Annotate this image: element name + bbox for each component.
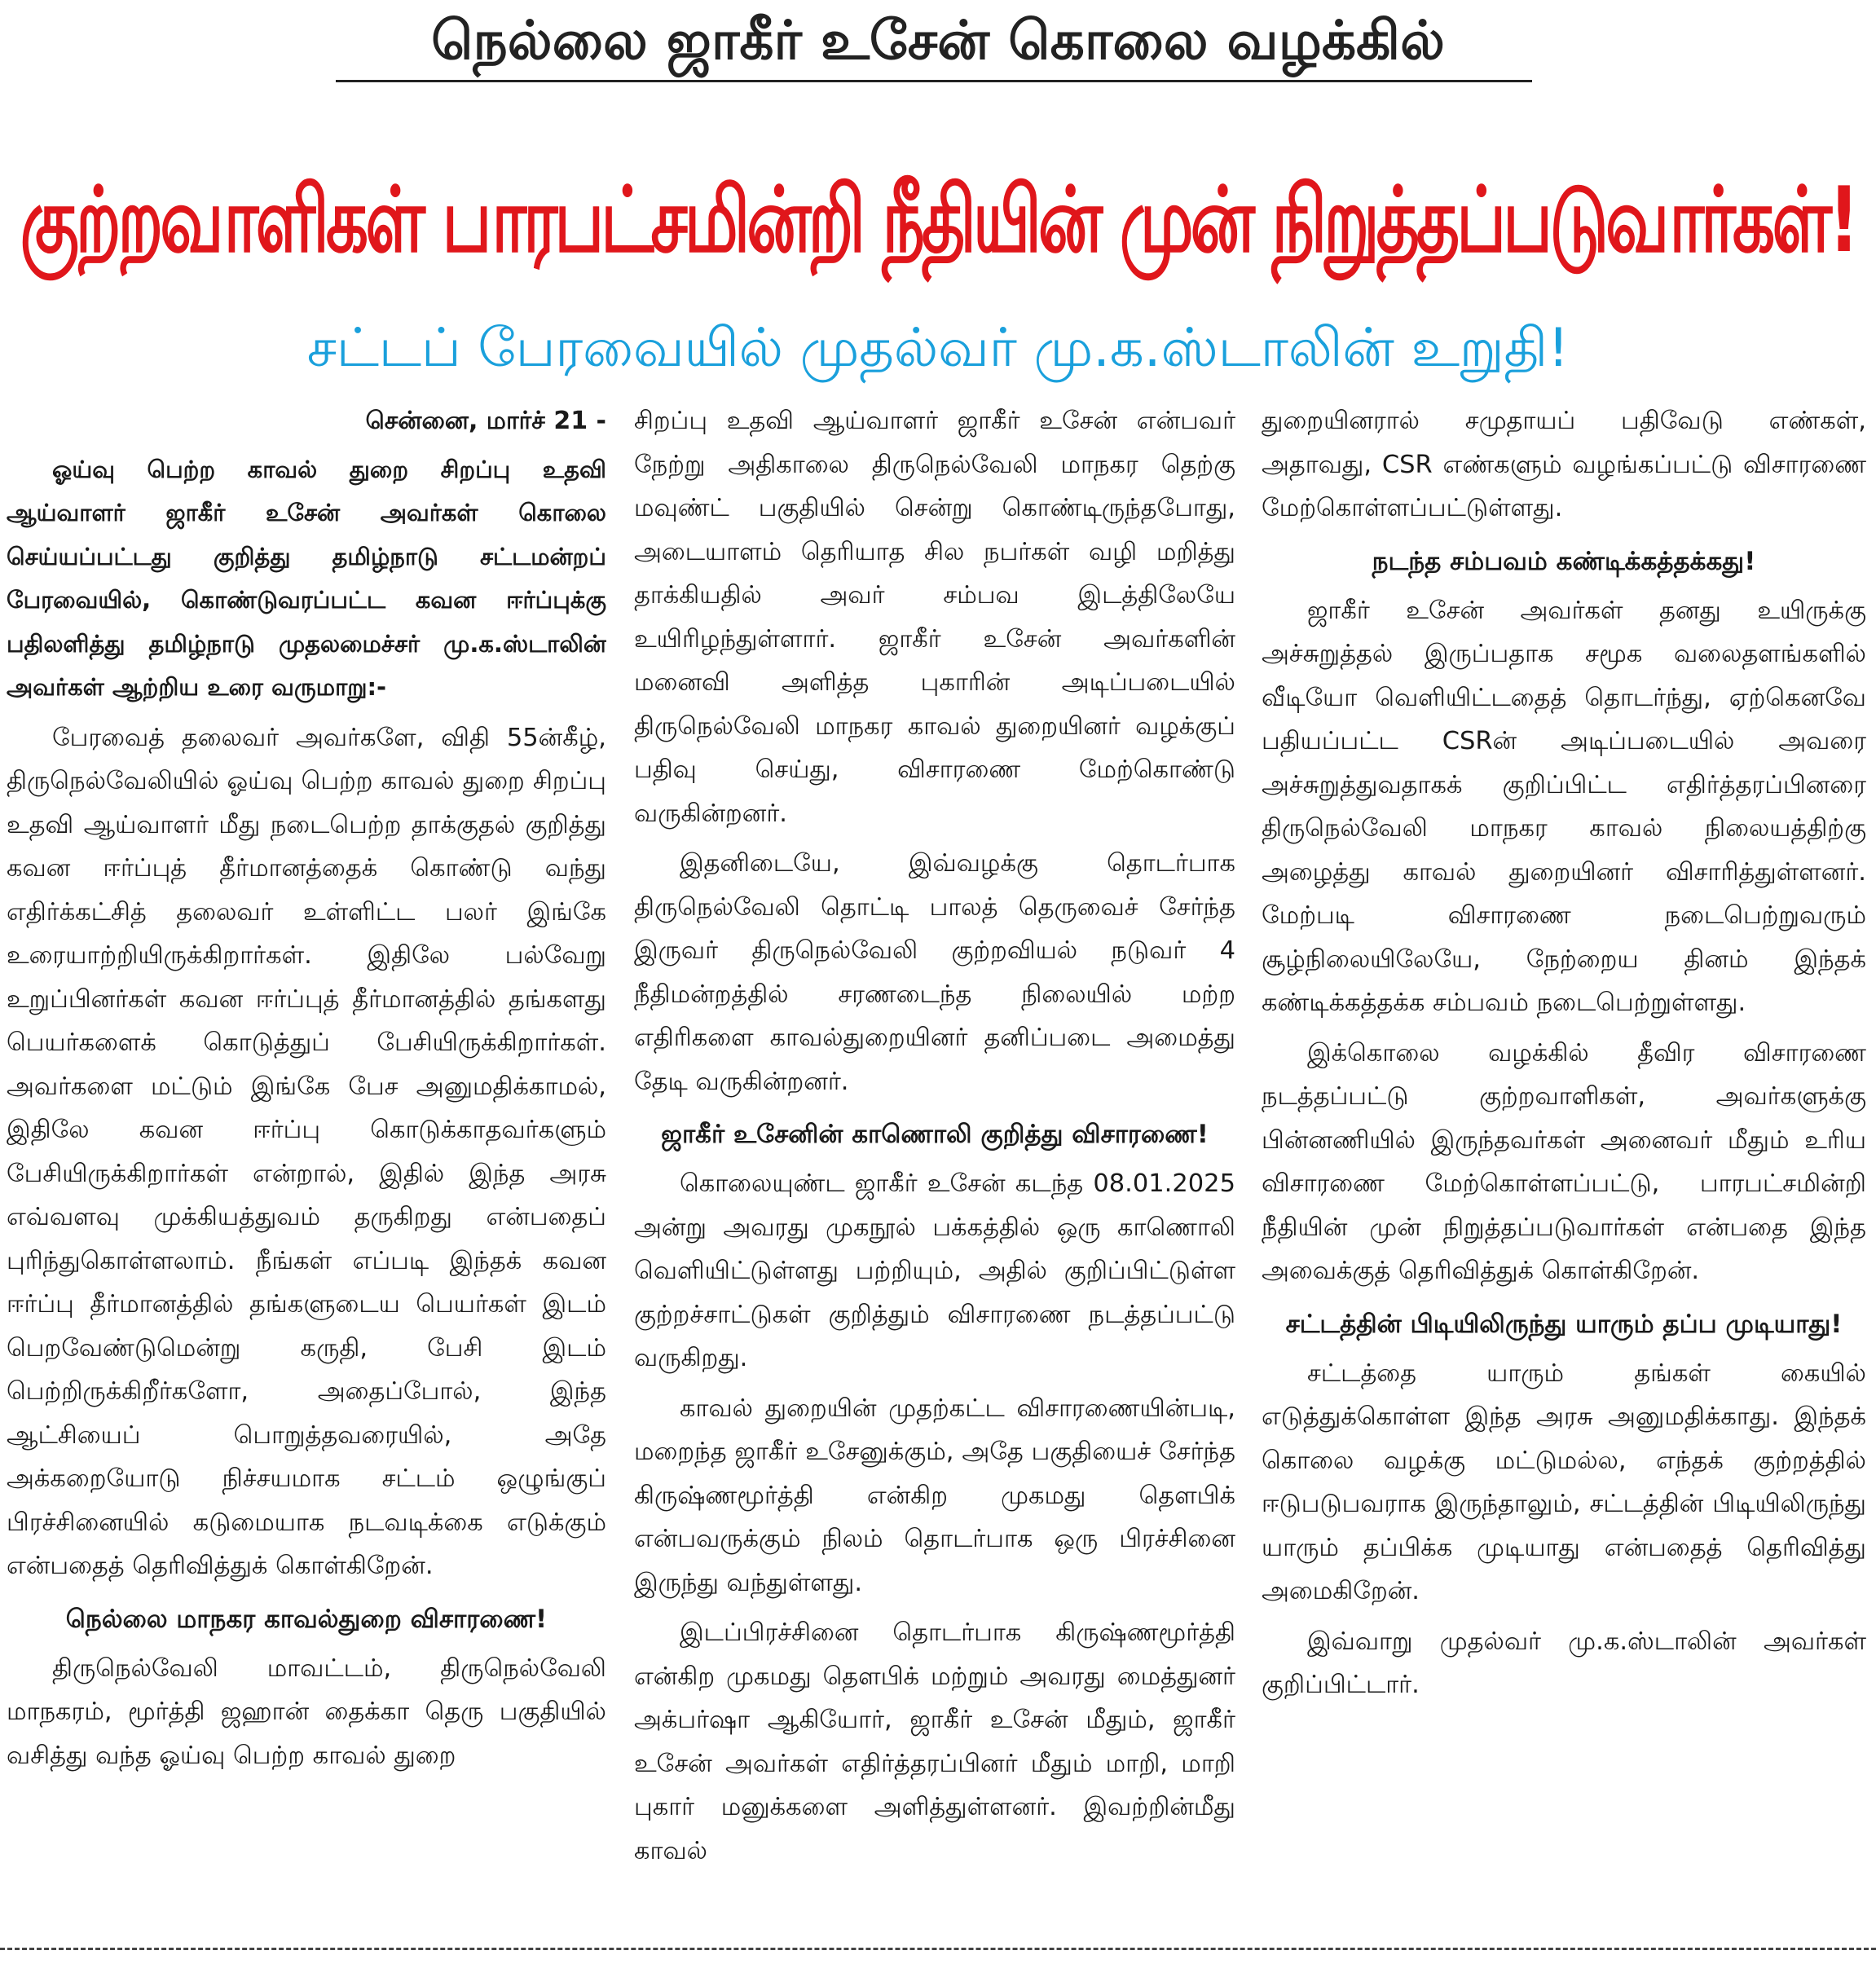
section-subheading: நெல்லை மாநகர காவல்துறை விசாரணை! xyxy=(65,1604,548,1634)
paragraph: ஜாகீர் உசேன் அவர்கள் தனது உயிருக்கு அச்சுறுத்தல் இருப்பதாக சமூக வலைதளங்களில் வீடியோ வெளியிட்டதைத் தொடர்ந்து, ஏற்கெனவே பதியப்பட்ட CSRன் அடிப்படையில் அவரை அச்சுறுத்துவதாகக் குறிப்பிட்ட எதிர்த்தரப்பினரை திருநெல்வேலி மாநகர காவல் நிலையத்திற்கு அழைத்து காவல் துறையினர் விசாரித்துள்ளனர். மேற்படி விசாரணை நடைபெற்றுவரும் சூழ்நிலையிலேயே, நேற்றைய தினம் இந்தக் கண்டிக்கத்தக்க சம்பவம் நடைபெற்றுள்ளது. xyxy=(1262,596,1866,1017)
kicker-title: நெல்லை ஜாகீர் உசேன் கொலை வழக்கில் xyxy=(431,9,1445,72)
paragraph: கொலையுண்ட ஜாகீர் உசேன் கடந்த 08.01.2025 அன்று அவரது முகநூல் பக்கத்தில் ஒரு காணொலி வெளியிட்டுள்ளது பற்றியும், அதில் குறிப்பிட்டுள்ள குற்றச்சாட்டுகள் குறித்தும் விசாரணை நடத்தப்பட்டு வருகிறது. xyxy=(634,1169,1235,1372)
article-column-2 xyxy=(634,399,1235,1948)
section-subheading: நடந்த சம்பவம் கண்டிக்கத்தக்கது! xyxy=(1372,546,1756,576)
article-column-1 xyxy=(7,399,606,1948)
paragraph: திருநெல்வேலி மாவட்டம், திருநெல்வேலி மாநகரம், மூர்த்தி ஜஹான் தைக்கா தெரு பகுதியில் வசித்து வந்த ஓய்வு பெற்ற காவல் துறை xyxy=(7,1653,606,1770)
dashed-divider xyxy=(0,1948,1876,1950)
dateline: சென்னை, மார்ச் 21 - xyxy=(365,407,606,435)
paragraph: சிறப்பு உதவி ஆய்வாளர் ஜாகீர் உசேன் என்பவர் நேற்று அதிகாலை திருநெல்வேலி மாநகர தெற்கு மவுண்ட் பகுதியில் சென்று கொண்டிருந்தபோது, அடையாளம் தெரியாத சில நபர்கள் வழி மறித்து தாக்கியதில் அவர் சம்பவ இடத்திலேயே உயிரிழந்துள்ளார். ஜாகீர் உசேன் அவர்களின் மனைவி அளித்த புகாரின் அடிப்படையில் திருநெல்வேலி மாநகர காவல் துறையினர் வழக்குப் பதிவு செய்து, விசாரணை மேற்கொண்டு வருகின்றனர். xyxy=(634,407,1235,828)
section-subheading: சட்டத்தின் பிடியிலிருந்து யாரும் தப்ப முடியாது! xyxy=(1285,1309,1843,1339)
main-headline: குற்றவாளிகள் பாரபட்சமின்றி நீதியின் முன் நிறுத்தப்படுவார்கள்! xyxy=(20,168,1856,273)
paragraph: சட்டத்தை யாரும் தங்கள் கையில் எடுத்துக்கொள்ள இந்த அரசு அனுமதிக்காது. இந்தக் கொலை வழக்கு மட்டுமல்ல, எந்தக் குற்றத்தில் ஈடுபடுபவராக இருந்தாலும், சட்டத்தின் பிடியிலிருந்து யாரும் தப்பிக்க முடியாது என்பதைத் தெரிவித்து அமைகிறேன். xyxy=(1262,1358,1866,1605)
kicker-underline xyxy=(336,80,1532,82)
paragraph: இக்கொலை வழக்கில் தீவிர விசாரணை நடத்தப்பட்டு குற்றவாளிகள், அவர்களுக்கு பின்னணியில் இருந்தவர்கள் அனைவர் மீதும் உரிய விசாரணை மேற்கொள்ளப்பட்டு, பாரபட்சமின்றி நீதியின் முன் நிறுத்தப்படுவார்கள் என்பதை இந்த அவைக்குத் தெரிவித்துக் கொள்கிறேன். xyxy=(1262,1038,1866,1285)
section-subheading: ஜாகீர் உசேனின் காணொலி குறித்து விசாரணை! xyxy=(661,1120,1209,1149)
paragraph: இதனிடையே, இவ்வழக்கு தொடர்பாக திருநெல்வேலி தொட்டி பாலத் தெருவைச் சேர்ந்த இருவர் திருநெல்வேலி குற்றவியல் நடுவர் 4 நீதிமன்றத்தில் சரணடைந்த நிலையில் மற்ற எதிரிகளை காவல்துறையினர் தனிப்படை அமைத்து தேடி வருகின்றனர். xyxy=(634,849,1235,1096)
lede-paragraph: ஓய்வு பெற்ற காவல் துறை சிறப்பு உதவி ஆய்வாளர் ஜாகீர் உசேன் அவர்கள் கொலை செய்யப்பட்டது குறித்து தமிழ்நாடு சட்டமன்றப் பேரவையில், கொண்டுவரப்பட்ட கவன ஈர்ப்புக்கு பதிலளித்து தமிழ்நாடு முதலமைச்சர் மு.க.ஸ்டாலின் அவர்கள் ஆற்றிய உரை வருமாறு:- xyxy=(7,455,606,701)
paragraph: துறையினரால் சமுதாயப் பதிவேடு எண்கள், அதாவது, CSR எண்களும் வழங்கப்பட்டு விசாரணை மேற்கொள்ளப்பட்டுள்ளது. xyxy=(1262,407,1866,522)
paragraph: இவ்வாறு முதல்வர் மு.க.ஸ்டாலின் அவர்கள் குறிப்பிட்டார். xyxy=(1262,1627,1866,1699)
paragraph: இடப்பிரச்சினை தொடர்பாக கிருஷ்ணமூர்த்தி என்கிற முகமது தௌபிக் மற்றும் அவரது மைத்துனர் அக்பர்ஷா ஆகியோர், ஜாகீர் உசேன் மீதும், ஜாகீர் உசேன் அவர்கள் எதிர்த்தரப்பினர் மீதும் மாறி, மாறி புகார் மனுக்களை அளித்துள்ளனர். இவற்றின்மீது காவல் xyxy=(634,1618,1235,1865)
paragraph: பேரவைத் தலைவர் அவர்களே, விதி 55ன்கீழ், திருநெல்வேலியில் ஓய்வு பெற்ற காவல் துறை சிறப்பு உதவி ஆய்வாளர் மீது நடைபெற்ற தாக்குதல் குறித்து கவன ஈர்ப்புத் தீர்மானத்தைக் கொண்டு வந்து எதிர்க்கட்சித் தலைவர் உள்ளிட்ட பலர் இங்கே உரையாற்றியிருக்கிறார்கள். இதிலே பல்வேறு உறுப்பினர்கள் கவன ஈர்ப்புத் தீர்மானத்தில் தங்களது பெயர்களைக் கொடுத்துப் பேசியிருக்கிறார்கள். அவர்களை மட்டும் இங்கே பேச அனுமதிக்காமல், இதிலே கவன ஈர்ப்பு கொடுக்காதவர்களும் பேசியிருக்கிறார்கள் என்றால், இதில் இந்த அரசு எவ்வளவு முக்கியத்துவம் தருகிறது என்பதைப் புரிந்துகொள்ளலாம். நீங்கள் எப்படி இந்தக் கவன ஈர்ப்பு தீர்மானத்தில் தங்களுடைய பெயர்கள் இடம் பெறவேண்டுமென்று கருதி, பேசி இடம் பெற்றிருக்கிறீர்களோ, அதைப்போல், இந்த ஆட்சியைப் பொறுத்தவரையில், அதே அக்கறையோடு நிச்சயமாக சட்டம் ஒழுங்குப் பிரச்சினையில் கடுமையாக நடவடிக்கை எடுக்கும் என்பதைத் தெரிவித்துக் கொள்கிறேன். xyxy=(7,723,606,1580)
sub-headline: சட்டப் பேரவையில் முதல்வர் மு.க.ஸ்டாலின் உறுதி! xyxy=(306,317,1570,379)
paragraph: காவல் துறையின் முதற்கட்ட விசாரணையின்படி, மறைந்த ஜாகீர் உசேனுக்கும், அதே பகுதியைச் சேர்ந்த கிருஷ்ணமூர்த்தி என்கிற முகமது தௌபிக் என்பவருக்கும் நிலம் தொடர்பாக ஒரு பிரச்சினை இருந்து வந்துள்ளது. xyxy=(634,1394,1235,1597)
article-column-3 xyxy=(1262,399,1866,1948)
